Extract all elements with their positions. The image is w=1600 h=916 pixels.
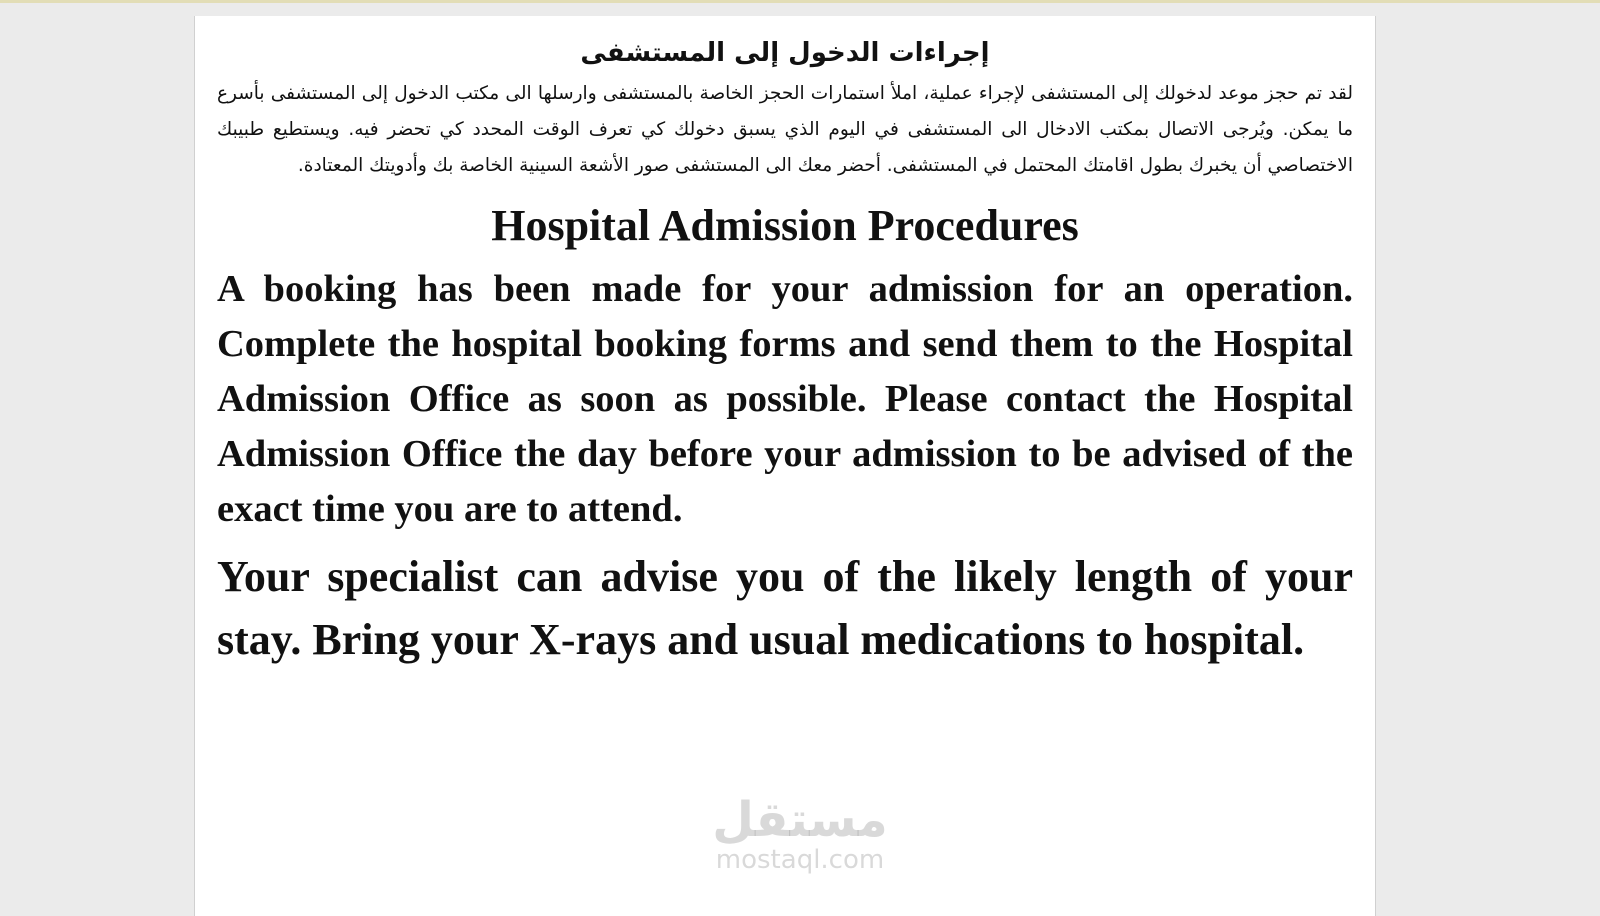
arabic-body: لقد تم حجز موعد لدخولك إلى المستشفى لإجراء عملية، املأ استمارات الحجز الخاصة بالمستشفى وارسلها الى مكتب الدخول إلى المستشفى بأسرع ما يمكن. ويُرجى الاتصال بمكتب الادخال الى المستشفى في اليوم الذي يسبق دخولك كي تعرف الوقت المحدد كي تحضر فيه. ويستطيع طبيبك الاختصاصي أن يخبرك بطول اقامتك المحتمل في المستشفى. أحضر معك الى المستشفى صور الأشعة السينية الخاصة بك وأدويتك المعتادة.: [217, 83, 1353, 176]
watermark-logo: مستقل: [712, 792, 888, 848]
watermark-url: mostaql.com: [715, 845, 885, 875]
document-page: [194, 16, 1376, 916]
english-title: Hospital Admission Procedures: [491, 201, 1079, 250]
top-border-strip: [0, 0, 1600, 3]
english-paragraph-2: Your specialist can advise you of the likely length of your stay. Bring your X-rays and usual medications to hospital.: [217, 552, 1353, 664]
english-paragraph-1: A booking has been made for your admission for an operation. Complete the hospital booking forms and send them to the Hospital Admission Office as soon as possible. Please contact the Hospital Admission Office the day before your admission to be advised of the exact time you are to attend.: [217, 268, 1353, 530]
arabic-title: إجراءات الدخول إلى المستشفى: [580, 38, 990, 68]
